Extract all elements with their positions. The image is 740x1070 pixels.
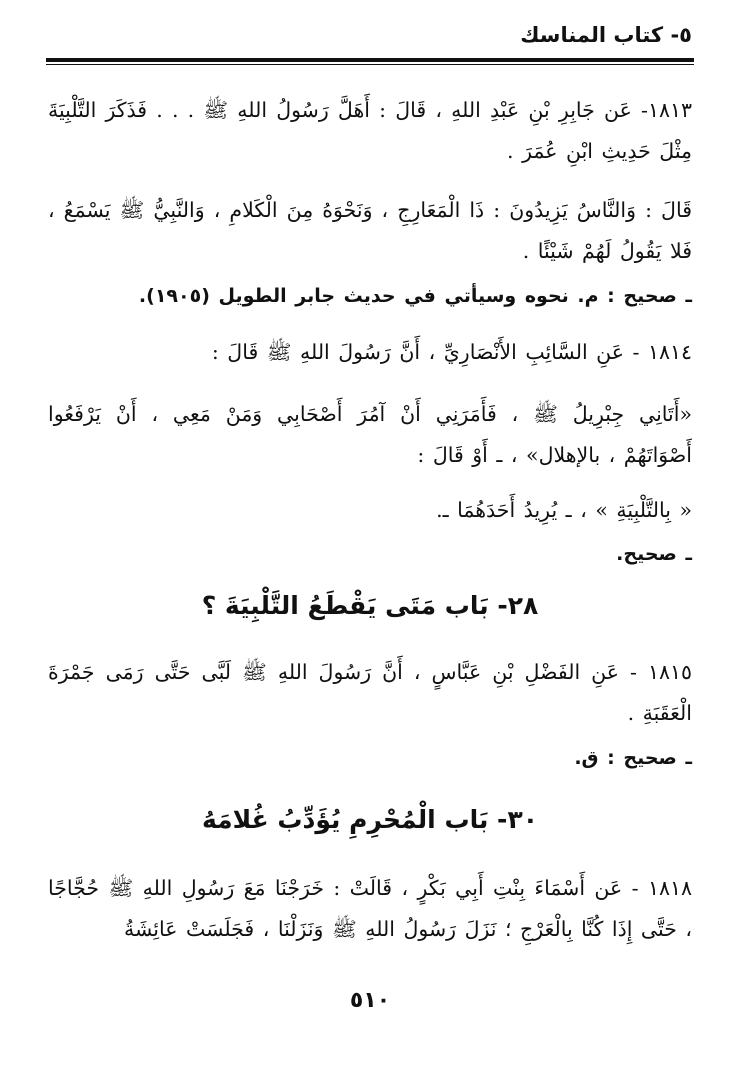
hadith-1814-text: «أَتَانِي جِبْرِيلُ ﷺ ، فَأَمَرَنِي أَنْ آمُرَ أَصْحَابِي وَمَنْ مَعِي ، أَنْ يَرْفَعُوا أَصْوَاتَهُمْ ، بالإهلال» ، ـ أَوْ قَالَ : [48, 402, 692, 467]
hadith-1814-grading: ـ صحيح. [616, 543, 692, 565]
running-title: ٥- كتاب المناسك [520, 23, 692, 47]
chapter-28-heading: ٢٨- بَاب مَتَى يَقْطَعُ التَّلْبِيَةَ ؟ [201, 591, 539, 620]
header-rule-thin [46, 64, 694, 65]
hadith-1814: ١٨١٤ - عَنِ السَّائِبِ الأَنْصَارِيِّ ، أَنَّ رَسُولَ اللهِ ﷺ قَالَ : [211, 340, 692, 364]
hadith-1813-continuation: قَالَ : وَالنَّاسُ يَزِيدُونَ : ذَا الْمَعَارِجِ ، وَنَحْوَهُ مِنَ الْكَلامِ ، وَالنَّبِيُّ ﷺ يَسْمَعُ ، فَلا يَقُولُ لَهُمْ شَيْئًا . [48, 198, 692, 263]
header-rule-thick [46, 58, 694, 62]
hadith-1813: ١٨١٣- عَن جَابِرِ بْنِ عَبْدِ اللهِ ، قَالَ : أَهَلَّ رَسُولُ اللهِ ﷺ . . . فَذَكَرَ التَّلْبِيَةَ مِثْلَ حَدِيثِ ابْنِ عُمَرَ . [48, 98, 692, 163]
hadith-1815-grading: ـ صحيح : ق. [574, 747, 692, 769]
hadith-1818: ١٨١٨ - عَن أَسْمَاءَ بِنْتِ أَبِي بَكْرٍ ، قَالَتْ : خَرَجْنَا مَعَ رَسُولِ اللهِ ﷺ حُجَّاجًا ، حَتَّى إِذَا كُنَّا بِالْعَرْجِ ؛ نَزَلَ رَسُولُ اللهِ ﷺ وَنَزَلْنَا ، فَجَلَسَتْ عَائِشَةُ [48, 876, 692, 941]
hadith-1813-grading: ـ صحيح : م. نحوه وسيأتي في حديث جابر الطويل (١٩٠٥). [138, 285, 692, 307]
chapter-30-heading: ٣٠- بَاب الْمُحْرِمِ يُؤَدِّبُ غُلامَهُ [202, 805, 538, 834]
page-number: ٥١٠ [349, 988, 391, 1013]
hadith-1815: ١٨١٥ - عَنِ الفَضْلِ بْنِ عَبَّاسٍ ، أَنَّ رَسُولَ اللهِ ﷺ لَبَّى حَتَّى رَمَى جَمْرَةَ الْعَقَبَةِ . [48, 660, 692, 725]
hadith-1814-alternate: « بِالتَّلْبِيَةِ » ، ـ يُرِيدُ أَحَدَهُمَا ـ. [436, 498, 692, 522]
